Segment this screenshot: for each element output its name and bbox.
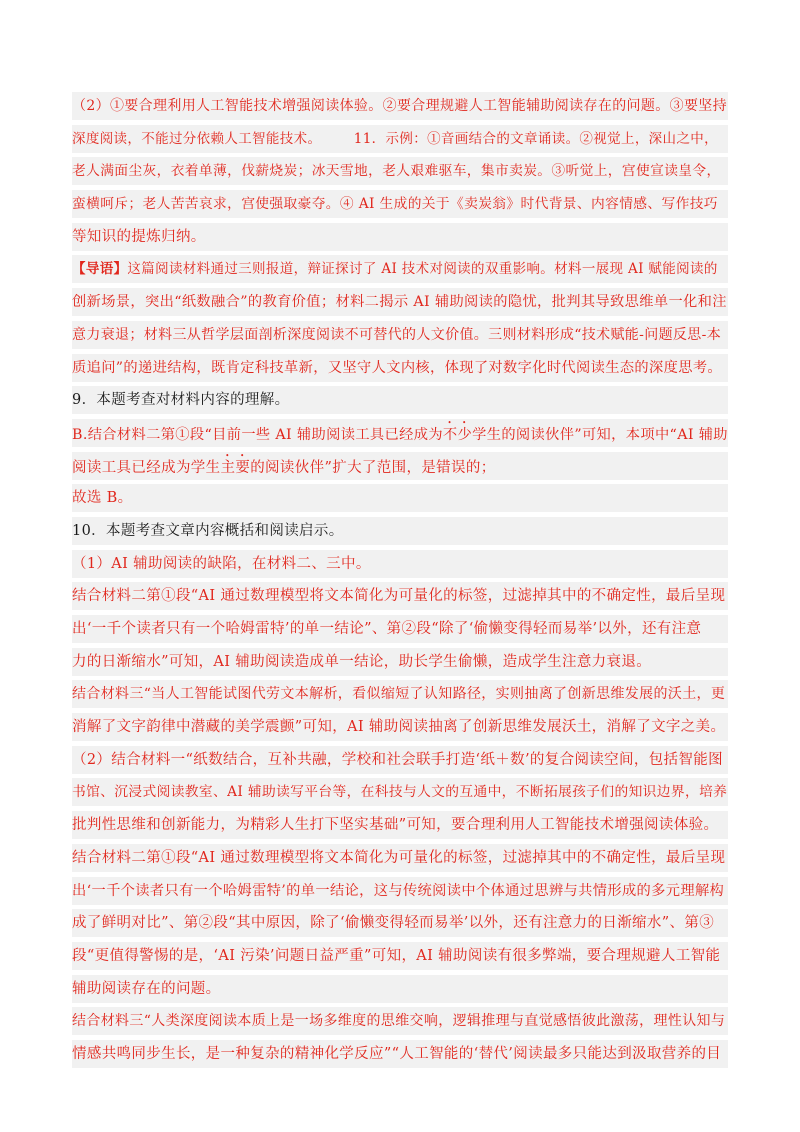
q9-text: 阅读工具已经成为学生: [72, 459, 221, 476]
q10-line: 批判性思维和创新能力，为精彩人生打下坚实基础”可知，要合理利用人工智能技术增强阅读体验。: [72, 811, 728, 839]
guide-line: [72, 255, 728, 283]
q10-line: 结合材料三“当人工智能试图代劳文本解析，看似缩短了认知路径，实则抽离了创新思维发展的沃土，更: [72, 680, 728, 708]
answer-line: （2）①要合理利用人工智能技术增强阅读体验。②要合理规避人工智能辅助阅读存在的问题。③要坚持: [72, 92, 728, 120]
q9-text: 学生的阅读伙伴”可知，本项中“AI 辅助: [472, 426, 728, 443]
q10-line: 结合材料三“人类深度阅读本质上是一场多维度的思维交响，逻辑推理与直觉感悟彼此激荡，理性认知与: [72, 1007, 728, 1035]
q10-line: 成了鲜明对比”、第②段“其中原因，除了‘偷懒变得轻而易举’以外，还有注意力的日渐缩水”、第③: [72, 909, 728, 937]
q10-line: 出‘一千个读者只有一个哈姆雷特’的单一结论，这与传统阅读中个体通过思辨与共情形成的多元理解构: [72, 877, 728, 905]
answer-line: 等知识的提炼归纳。: [72, 223, 728, 251]
q10-line: 力的日渐缩水”可知，AI 辅助阅读造成单一结论，助长学生偷懒，造成学生注意力衰退。: [72, 648, 728, 676]
q10-line: 辅助阅读存在的问题。: [72, 975, 728, 1003]
emphasis-text: 不少: [442, 426, 473, 443]
q10-line: 结合材料二第①段“AI 通过数理模型将文本简化为可量化的标签，过滤掉其中的不确定性，最后呈现: [72, 582, 728, 610]
q9-text: B.结合材料二第①段“目前一些 AI 辅助阅读工具已经成为: [72, 426, 443, 443]
answer-line: 蛮横呵斥；老人苦苦哀求，宫使强取豪夺。④ AI 生成的关于《卖炭翁》时代背景、内容情感、写作技巧: [72, 190, 728, 218]
q9-analysis-line: [72, 419, 728, 447]
question-10-title: 10．本题考查文章内容概括和阅读启示。: [72, 517, 728, 545]
emphasis-text: 主要: [220, 459, 251, 476]
q10-line: 结合材料二第①段“AI 通过数理模型将文本简化为可量化的标签，过滤掉其中的不确定性，最后呈现: [72, 844, 728, 872]
guide-text: 这篇阅读材料通过三则报道，辩证探讨了 AI 技术对阅读的双重影响。材料一展现 AI 赋能阅读的: [127, 261, 718, 278]
q10-line: （1）AI 辅助阅读的缺陷，在材料二、三中。: [72, 550, 728, 578]
q10-line: 书馆、沉浸式阅读教室、AI 辅助读写平台等，在科技与人文的互通中，不断拓展孩子们的知识边界，培养: [72, 778, 728, 806]
guide-line: 创新场景，突出“纸数融合”的教育价值；材料二揭示 AI 辅助阅读的隐忧，批判其导致思维单一化和注: [72, 288, 728, 316]
question-9-title: 9．本题考查对材料内容的理解。: [72, 386, 728, 414]
q9-text: 的阅读伙伴”扩大了范围，是错误的；: [250, 459, 496, 476]
q10-line: 消解了文字韵律中潜藏的美学震颤”可知，AI 辅助阅读抽离了创新思维发展沃土，消解了文字之美。: [72, 713, 728, 741]
guide-label: 【导语】: [72, 261, 128, 278]
answer-line: 老人满面尘灰，衣着单薄，伐薪烧炭；冰天雪地，老人艰难驱车，集市卖炭。③听觉上，宫使宣读皇令，: [72, 157, 728, 185]
answer-line: 深度阅读，不能过分依赖人工智能技术。 11．示例：①音画结合的文章诵读。②视觉上，深山之中，: [72, 125, 728, 153]
q10-line: 情感共鸣同步生长，是一种复杂的精神化学反应”“人工智能的‘替代’阅读最多只能达到汲取营养的目: [72, 1040, 728, 1068]
guide-line: 意力衰退；材料三从哲学层面剖析深度阅读不可替代的人文价值。三则材料形成“技术赋能-问题反思-本: [72, 321, 728, 349]
answer-content: [72, 92, 728, 1073]
q10-line: 出‘一千个读者只有一个哈姆雷特’的单一结论”、第②段“除了‘偷懒变得轻而易举’以外，还有注意: [72, 615, 728, 643]
q9-analysis-line: [72, 452, 728, 480]
guide-line: 质追问”的递进结构，既肯定科技革新，又坚守人文内核，体现了对数字化时代阅读生态的深度思考。: [72, 354, 728, 382]
q10-line: （2）结合材料一“纸数结合，互补共融，学校和社会联手打造‘纸＋数’的复合阅读空间，包括智能图: [72, 746, 728, 774]
q10-line: 段“更值得警惕的是，‘AI 污染’问题日益严重”可知，AI 辅助阅读有很多弊端，要合理规避人工智能: [72, 942, 728, 970]
q9-answer: 故选 B。: [72, 484, 728, 512]
